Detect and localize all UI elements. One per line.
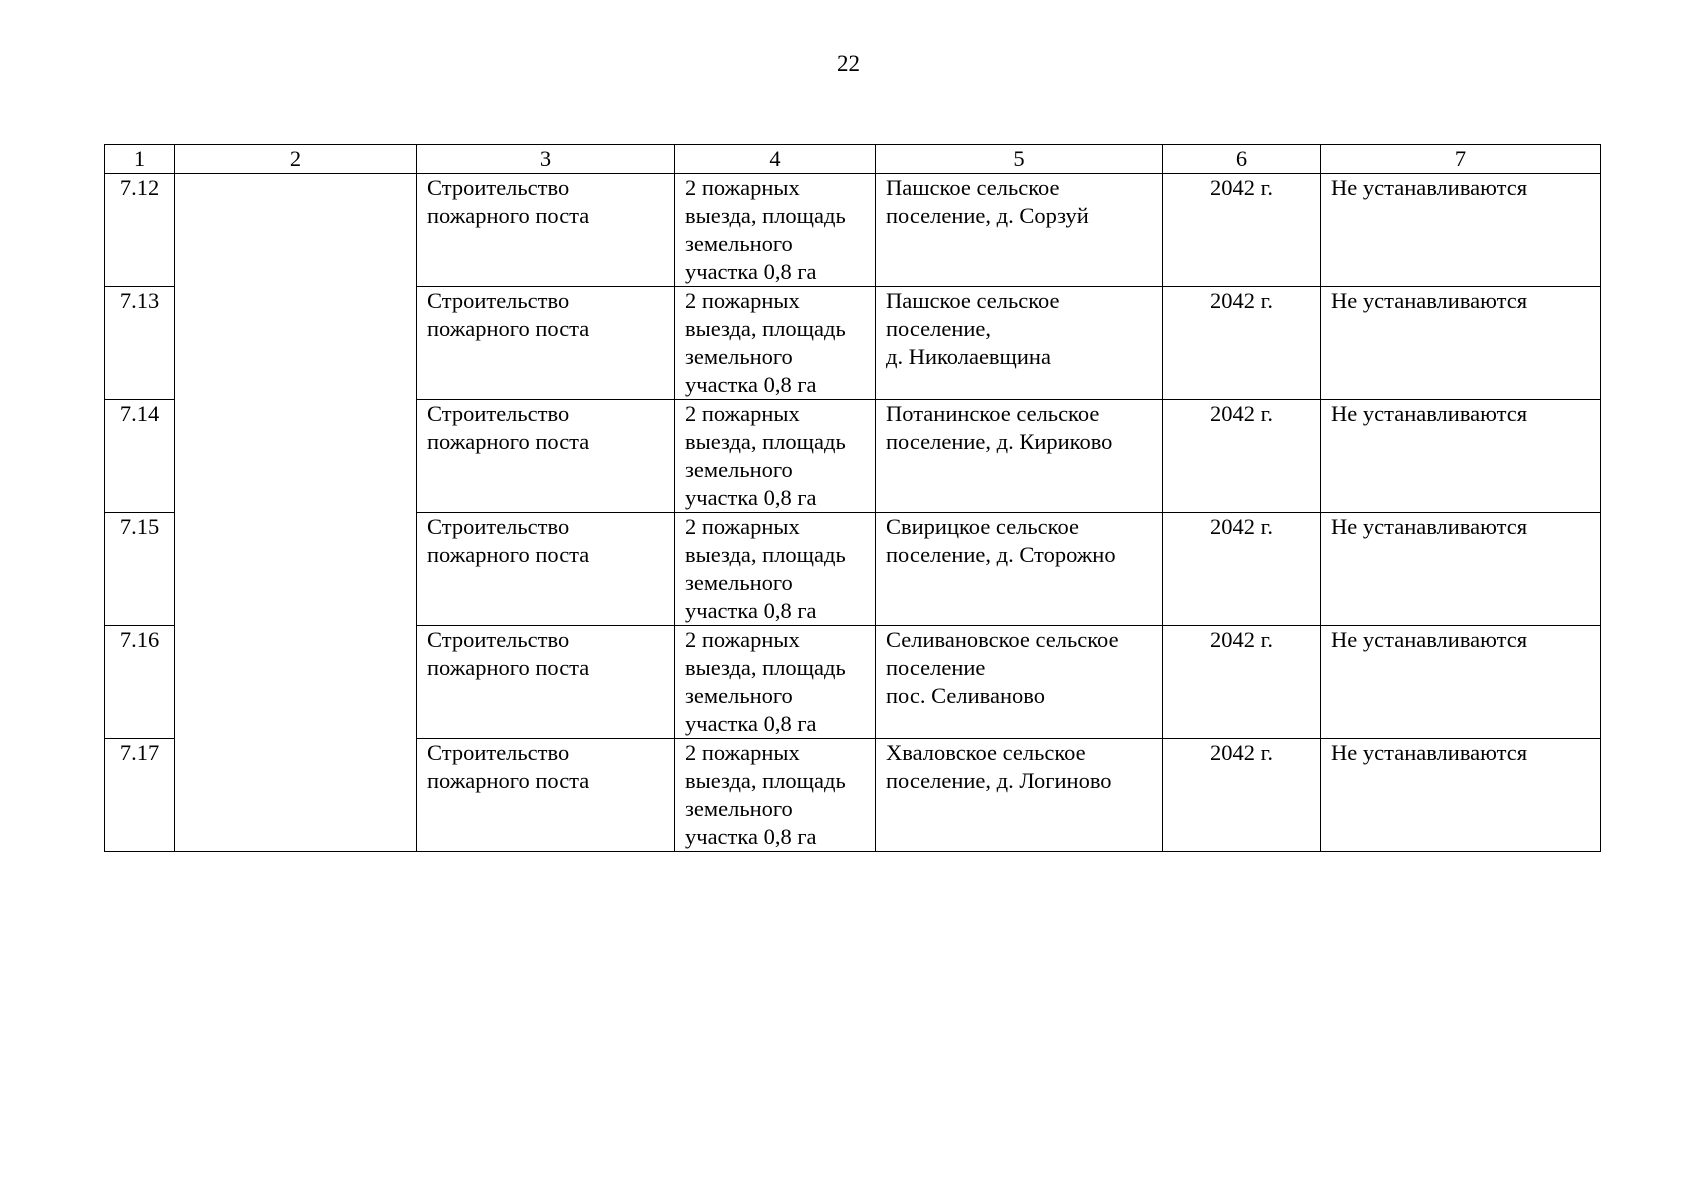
row-number: 7.13 <box>105 287 175 400</box>
row-number: 7.15 <box>105 513 175 626</box>
params-text: 2 пожарных выезда, площадь земельного участка 0,8 га <box>685 740 846 849</box>
location-cell <box>876 739 1163 852</box>
work-text: Строительство пожарного поста <box>427 740 590 793</box>
zones-cell: Не устанавливаются <box>1321 626 1601 739</box>
table-body <box>105 174 1601 852</box>
header-cell: 3 <box>417 145 675 174</box>
year-cell: 2042 г. <box>1163 174 1321 287</box>
zones-cell: Не устанавливаются <box>1321 513 1601 626</box>
params-cell <box>675 513 876 626</box>
params-cell <box>675 739 876 852</box>
params-text: 2 пожарных выезда, площадь земельного участка 0,8 га <box>685 627 846 736</box>
location-text: Пашское сельское поселение, д. Сорзуй <box>886 175 1089 228</box>
work-cell <box>417 626 675 739</box>
header-cell: 2 <box>175 145 417 174</box>
params-cell <box>675 174 876 287</box>
params-cell <box>675 287 876 400</box>
header-row <box>105 145 1601 174</box>
params-cell <box>675 626 876 739</box>
work-cell <box>417 174 675 287</box>
params-cell <box>675 400 876 513</box>
year-cell: 2042 г. <box>1163 513 1321 626</box>
params-text: 2 пожарных выезда, площадь земельного участка 0,8 га <box>685 514 846 623</box>
zones-cell: Не устанавливаются <box>1321 739 1601 852</box>
location-text: Потанинское сельское поселение, д. Кириково <box>886 401 1113 454</box>
work-cell <box>417 287 675 400</box>
location-text: Свирицкое сельское поселение, д. Сторожно <box>886 514 1116 567</box>
work-text: Строительство пожарного поста <box>427 288 590 341</box>
table-header <box>105 145 1601 174</box>
header-cell: 7 <box>1321 145 1601 174</box>
year-cell: 2042 г. <box>1163 739 1321 852</box>
zones-cell: Не устанавливаются <box>1321 400 1601 513</box>
params-text: 2 пожарных выезда, площадь земельного участка 0,8 га <box>685 175 846 284</box>
row-number: 7.12 <box>105 174 175 287</box>
merged-empty-cell <box>175 174 417 852</box>
location-cell <box>876 626 1163 739</box>
page-number: 22 <box>837 51 860 76</box>
row-number: 7.14 <box>105 400 175 513</box>
work-cell <box>417 400 675 513</box>
data-table <box>104 144 1601 852</box>
header-cell: 4 <box>675 145 876 174</box>
work-text: Строительство пожарного поста <box>427 627 590 680</box>
location-cell <box>876 287 1163 400</box>
location-text: Хваловское сельское поселение, д. Логиново <box>886 740 1112 793</box>
location-cell <box>876 400 1163 513</box>
location-text: Пашское сельское поселение, д. Николаевщина <box>886 288 1060 369</box>
params-text: 2 пожарных выезда, площадь земельного участка 0,8 га <box>685 288 846 397</box>
work-cell <box>417 739 675 852</box>
year-cell: 2042 г. <box>1163 400 1321 513</box>
header-cell: 6 <box>1163 145 1321 174</box>
params-text: 2 пожарных выезда, площадь земельного участка 0,8 га <box>685 401 846 510</box>
location-cell <box>876 174 1163 287</box>
table-row <box>105 174 1601 287</box>
work-text: Строительство пожарного поста <box>427 514 590 567</box>
work-text: Строительство пожарного поста <box>427 401 590 454</box>
location-text: Селивановское сельское поселение пос. Селиваново <box>886 627 1119 708</box>
work-text: Строительство пожарного поста <box>427 175 590 228</box>
header-cell: 5 <box>876 145 1163 174</box>
year-cell: 2042 г. <box>1163 287 1321 400</box>
year-cell: 2042 г. <box>1163 626 1321 739</box>
row-number: 7.16 <box>105 626 175 739</box>
zones-cell: Не устанавливаются <box>1321 287 1601 400</box>
row-number: 7.17 <box>105 739 175 852</box>
header-cell: 1 <box>105 145 175 174</box>
work-cell <box>417 513 675 626</box>
location-cell <box>876 513 1163 626</box>
zones-cell: Не устанавливаются <box>1321 174 1601 287</box>
